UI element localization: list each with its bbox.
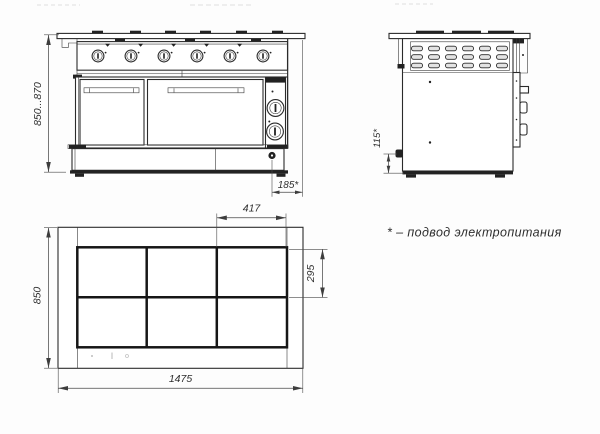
control-panel-profile [513,73,529,148]
dim-top-width [58,369,303,393]
front-view [32,31,305,197]
oven-control-knob-2 [267,123,284,140]
knob-profile-1 [520,102,527,113]
scan-noise [37,4,433,5]
oven-control-knob-1 [267,100,284,117]
dim-front-height [32,35,66,172]
dim-power-inlet-offset-label: 185* [277,180,299,191]
knob-profile-2 [520,124,527,135]
leg-front-left [75,174,84,177]
side-view [372,31,530,178]
dim-top-width-label: 1475 [168,373,193,385]
oven-door-right [148,80,264,146]
oven-control-panel [266,77,286,148]
dim-hob-width-label: 417 [242,202,261,215]
power-inlet-front [268,152,275,159]
leg-side-back [406,174,416,177]
footnote-power-supply: * – подвод электропитания [387,225,562,240]
burner-knob-panel [77,42,288,71]
front-overhang-edge [513,39,528,73]
dim-power-inlet-height-label: 115* [372,129,383,148]
worktop-side [389,33,530,38]
leg-front-right [277,174,286,177]
dim-hob-depth-label: 295 [305,264,317,283]
base-section [68,145,288,177]
worktop-left-bracket [62,39,77,48]
leg-side-front [495,174,505,177]
dim-top-depth [32,228,58,369]
dim-front-height-label: 850...870 [32,82,44,126]
top-view [32,203,328,394]
panel-trim-profile [520,87,529,94]
dim-top-depth-label: 850 [31,286,44,305]
power-inlet-side [396,150,404,158]
worktop [57,33,305,38]
oven-door-left [80,80,144,146]
